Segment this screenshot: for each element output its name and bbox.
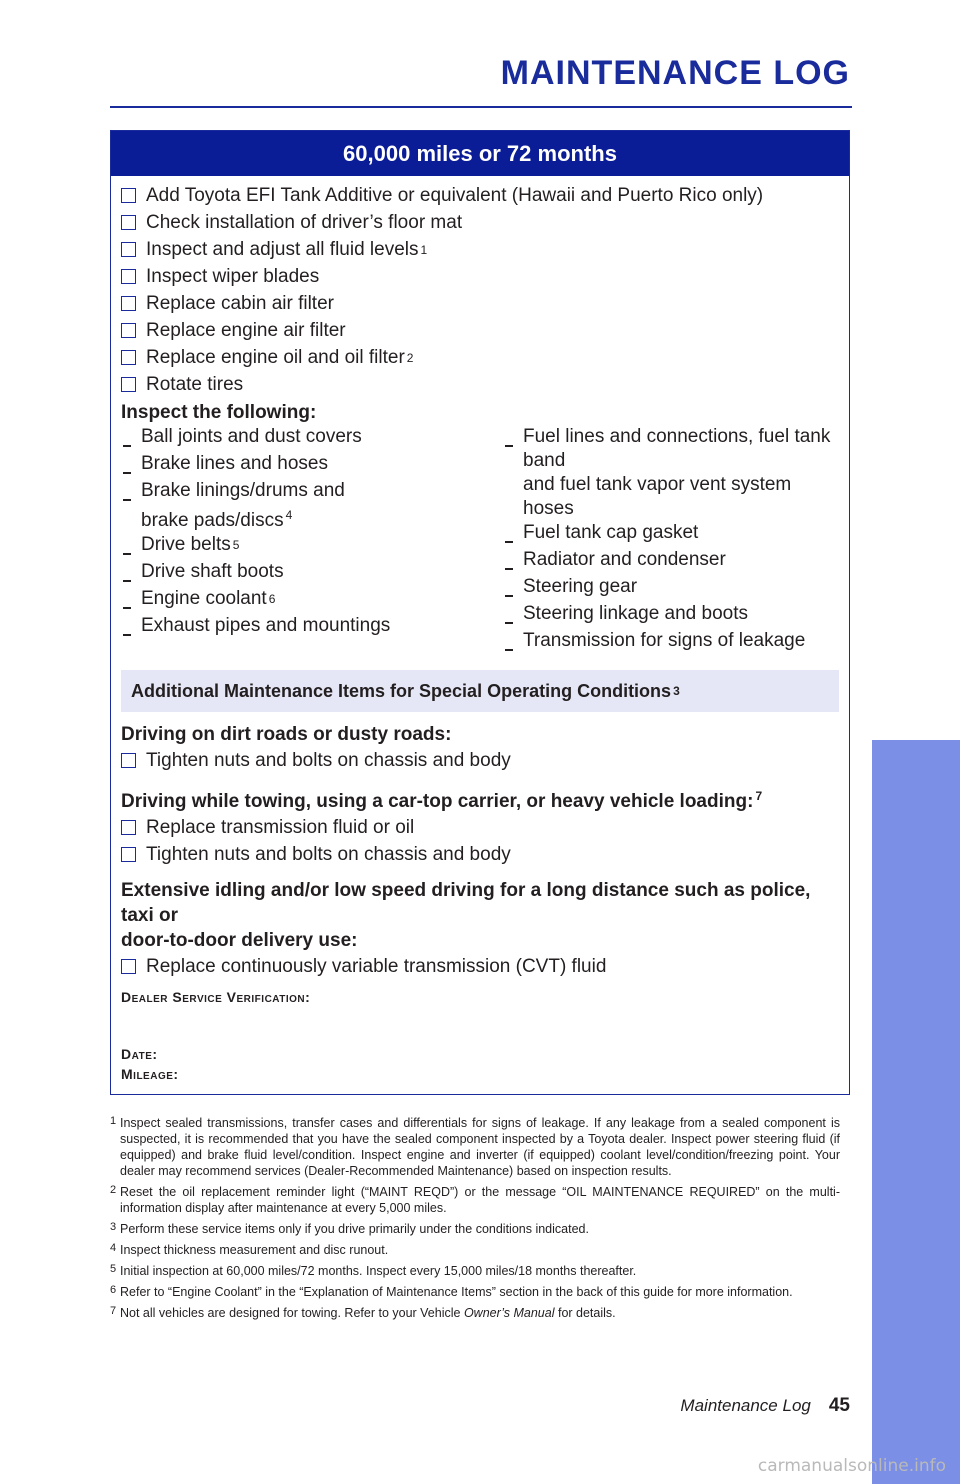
checkbox[interactable] <box>121 959 136 974</box>
footnote-ref: 6 <box>268 592 276 606</box>
section-side-tab <box>872 740 960 1484</box>
condition-item-label: Replace transmission fluid or oil <box>146 816 415 838</box>
dash-icon <box>123 445 131 447</box>
task-item[interactable] <box>121 263 839 290</box>
special-conditions-band <box>121 670 839 712</box>
inspect-label <box>523 425 833 521</box>
dash-icon <box>123 580 131 582</box>
checkbox[interactable] <box>121 377 136 392</box>
task-label: Rotate tires <box>146 373 244 395</box>
condition-group <box>121 722 839 774</box>
dash-icon <box>123 472 131 474</box>
inspect-label: Brake lines and hoses <box>141 453 328 474</box>
interval-header: 60,000 miles or 72 months <box>111 131 849 176</box>
inspect-item <box>503 548 833 575</box>
checkbox[interactable] <box>121 215 136 230</box>
special-conditions-heading: Additional Maintenance Items for Special Operating Conditions <box>131 680 672 701</box>
inspect-item <box>503 602 833 629</box>
page-number: 45 <box>828 1395 850 1416</box>
log-body <box>111 176 849 980</box>
task-item[interactable] <box>121 371 839 398</box>
inspect-item <box>121 533 503 560</box>
side-tab-text: MAINTENANCE <box>21 822 68 1178</box>
inspect-item <box>503 521 833 548</box>
footnote <box>110 1221 840 1237</box>
footnote <box>110 1115 840 1179</box>
footnote-ref: 1 <box>420 242 428 257</box>
inspect-label-line1: Brake linings/drums and <box>141 480 345 501</box>
footnote-number: 3 <box>110 1221 117 1233</box>
footnote-text: Refer to “Engine Coolant” in the “Explanation of Maintenance Items” section in the back of this guide for more information. <box>120 1285 793 1299</box>
footnote-number: 1 <box>110 1115 117 1127</box>
inspect-label: Exhaust pipes and mountings <box>141 615 391 636</box>
footnote-number: 5 <box>110 1263 117 1275</box>
dash-icon <box>505 595 513 597</box>
checkbox[interactable] <box>121 350 136 365</box>
condition-heading-line2: door-to-door delivery use: <box>121 930 358 951</box>
inspect-label: Transmission for signs of leakage <box>523 630 806 651</box>
dash-icon <box>123 499 131 501</box>
task-item[interactable] <box>121 209 839 236</box>
footnote-text: Reset the oil replacement reminder light (“MAINT REQD”) or the message “OIL MAINTENANCE REQUIRED” on the multi-information display after maintenance at every 5,000 miles. <box>120 1185 840 1215</box>
task-item[interactable] <box>121 290 839 317</box>
checkbox[interactable] <box>121 323 136 338</box>
footnote-ref: 3 <box>673 684 680 698</box>
inspect-heading: Inspect the following: <box>121 402 317 423</box>
page-title: MAINTENANCE LOG <box>500 54 850 92</box>
footnote-ref: 4 <box>285 508 293 522</box>
footnote-text <box>120 1305 840 1321</box>
dealer-verification-label: Dealer Service Verification: <box>121 989 311 1005</box>
inspect-column-right <box>503 425 833 656</box>
inspect-item <box>121 587 503 614</box>
dash-icon <box>505 622 513 624</box>
task-label: Inspect wiper blades <box>146 265 320 287</box>
footnotes <box>110 1115 840 1326</box>
condition-group <box>121 784 839 868</box>
inspect-label: Fuel tank cap gasket <box>523 522 699 543</box>
footnote <box>110 1263 840 1279</box>
checkbox[interactable] <box>121 188 136 203</box>
dash-icon <box>505 568 513 570</box>
inspect-item <box>121 452 503 479</box>
mileage-label: Mileage: <box>121 1066 179 1082</box>
footnote-text: Inspect thickness measurement and disc runout. <box>120 1243 389 1257</box>
page-footer <box>680 1395 850 1417</box>
task-label: Replace engine air filter <box>146 319 346 341</box>
task-label: Replace cabin air filter <box>146 292 334 314</box>
task-label: Check installation of driver’s floor mat <box>146 211 463 233</box>
inspect-item <box>121 560 503 587</box>
footnote-number: 4 <box>110 1242 117 1254</box>
footnote <box>110 1284 840 1300</box>
task-item[interactable] <box>121 182 839 209</box>
footnote-number: 6 <box>110 1284 117 1296</box>
condition-item-label: Tighten nuts and bolts on chassis and body <box>146 749 511 771</box>
condition-item[interactable] <box>121 841 839 868</box>
condition-group <box>121 878 839 980</box>
dash-icon <box>505 541 513 543</box>
footnote-text-part: for details. <box>554 1306 616 1320</box>
inspect-item <box>503 425 833 521</box>
inspect-label: Drive shaft boots <box>141 561 284 582</box>
task-item[interactable] <box>121 317 839 344</box>
footnote-text-part: Not all vehicles are designed for towing. Refer to your Vehicle <box>120 1306 464 1320</box>
checkbox[interactable] <box>121 242 136 257</box>
watermark: carmanualsonline.info <box>757 1456 946 1476</box>
footnote-ref: 7 <box>755 789 763 803</box>
condition-heading <box>121 878 839 953</box>
inspect-item <box>503 575 833 602</box>
checkbox[interactable] <box>121 296 136 311</box>
footnote <box>110 1184 840 1216</box>
inspect-item <box>121 479 503 533</box>
condition-heading-text: Driving while towing, using a car-top carrier, or heavy vehicle loading: <box>121 791 754 812</box>
checkbox[interactable] <box>121 269 136 284</box>
footer-section-label: Maintenance Log <box>680 1396 811 1415</box>
condition-heading: Driving on dirt roads or dusty roads: <box>121 724 452 745</box>
inspect-label: Steering gear <box>523 576 638 597</box>
footnote-text: Initial inspection at 60,000 miles/72 months. Inspect every 15,000 miles/18 months thereafter. <box>120 1264 637 1278</box>
inspect-label-line2: and fuel tank vapor vent system hoses <box>523 474 792 519</box>
footnote <box>110 1242 840 1258</box>
inspect-label: Engine coolant <box>141 588 267 609</box>
dash-icon <box>123 553 131 555</box>
task-list <box>121 182 839 398</box>
condition-item-label: Replace continuously variable transmission (CVT) fluid <box>146 955 607 977</box>
inspect-label-line1: Fuel lines and connections, fuel tank band <box>523 426 831 471</box>
task-label: Add Toyota EFI Tank Additive or equivalent (Hawaii and Puerto Rico only) <box>146 184 764 206</box>
inspect-item <box>121 425 503 452</box>
footnote-ref: 5 <box>232 538 240 552</box>
dash-icon <box>123 607 131 609</box>
inspect-label <box>141 479 345 533</box>
task-item[interactable] <box>121 236 839 263</box>
footnote <box>110 1305 840 1321</box>
date-label: Date: <box>121 1046 158 1062</box>
title-divider <box>110 106 852 108</box>
inspect-columns <box>121 425 839 656</box>
inspect-label: Drive belts <box>141 534 231 555</box>
footnote-text: Perform these service items only if you drive primarily under the conditions indicated. <box>120 1222 589 1236</box>
maintenance-log-box <box>110 130 850 1095</box>
dash-icon <box>505 445 513 447</box>
footnote-number: 2 <box>110 1184 117 1196</box>
checkbox[interactable] <box>121 820 136 835</box>
dash-icon <box>505 649 513 651</box>
footnote-ref: 2 <box>406 350 414 365</box>
condition-item[interactable] <box>121 747 839 774</box>
inspect-label: Ball joints and dust covers <box>141 426 362 447</box>
inspect-column-left <box>121 425 503 656</box>
task-label: Inspect and adjust all fluid levels <box>146 238 419 260</box>
condition-item[interactable] <box>121 814 839 841</box>
condition-item[interactable] <box>121 953 839 980</box>
task-item[interactable] <box>121 344 839 371</box>
checkbox[interactable] <box>121 753 136 768</box>
footnote-number: 7 <box>110 1305 117 1317</box>
dash-icon <box>123 634 131 636</box>
inspect-label-line2: brake pads/discs <box>141 510 284 531</box>
inspect-label: Steering linkage and boots <box>523 603 748 624</box>
footnote-text: Inspect sealed transmissions, transfer cases and differentials for signs of leakage. If any leakage from a sealed component is suspected, it is recommended that you have the sealed component inspected by a Toyota dealer. Inspect power steering fluid (if equipped) and brake fluid level/condition. Inspect engine and inverter (if equipped) coolant level/condition/freezing point. Your dealer may recommend services (Dealer-Recommended Maintenance) based on inspection results. <box>120 1116 840 1178</box>
task-label: Replace engine oil and oil filter <box>146 346 405 368</box>
condition-heading-line1: Extensive idling and/or low speed driving for a long distance such as police, taxi or <box>121 880 811 926</box>
inspect-item <box>121 614 503 641</box>
checkbox[interactable] <box>121 847 136 862</box>
owners-manual-title: Owner’s Manual <box>463 1306 555 1320</box>
condition-item-label: Tighten nuts and bolts on chassis and body <box>146 843 511 865</box>
condition-heading <box>121 784 839 814</box>
inspect-item <box>503 629 833 656</box>
inspect-label: Radiator and condenser <box>523 549 726 570</box>
